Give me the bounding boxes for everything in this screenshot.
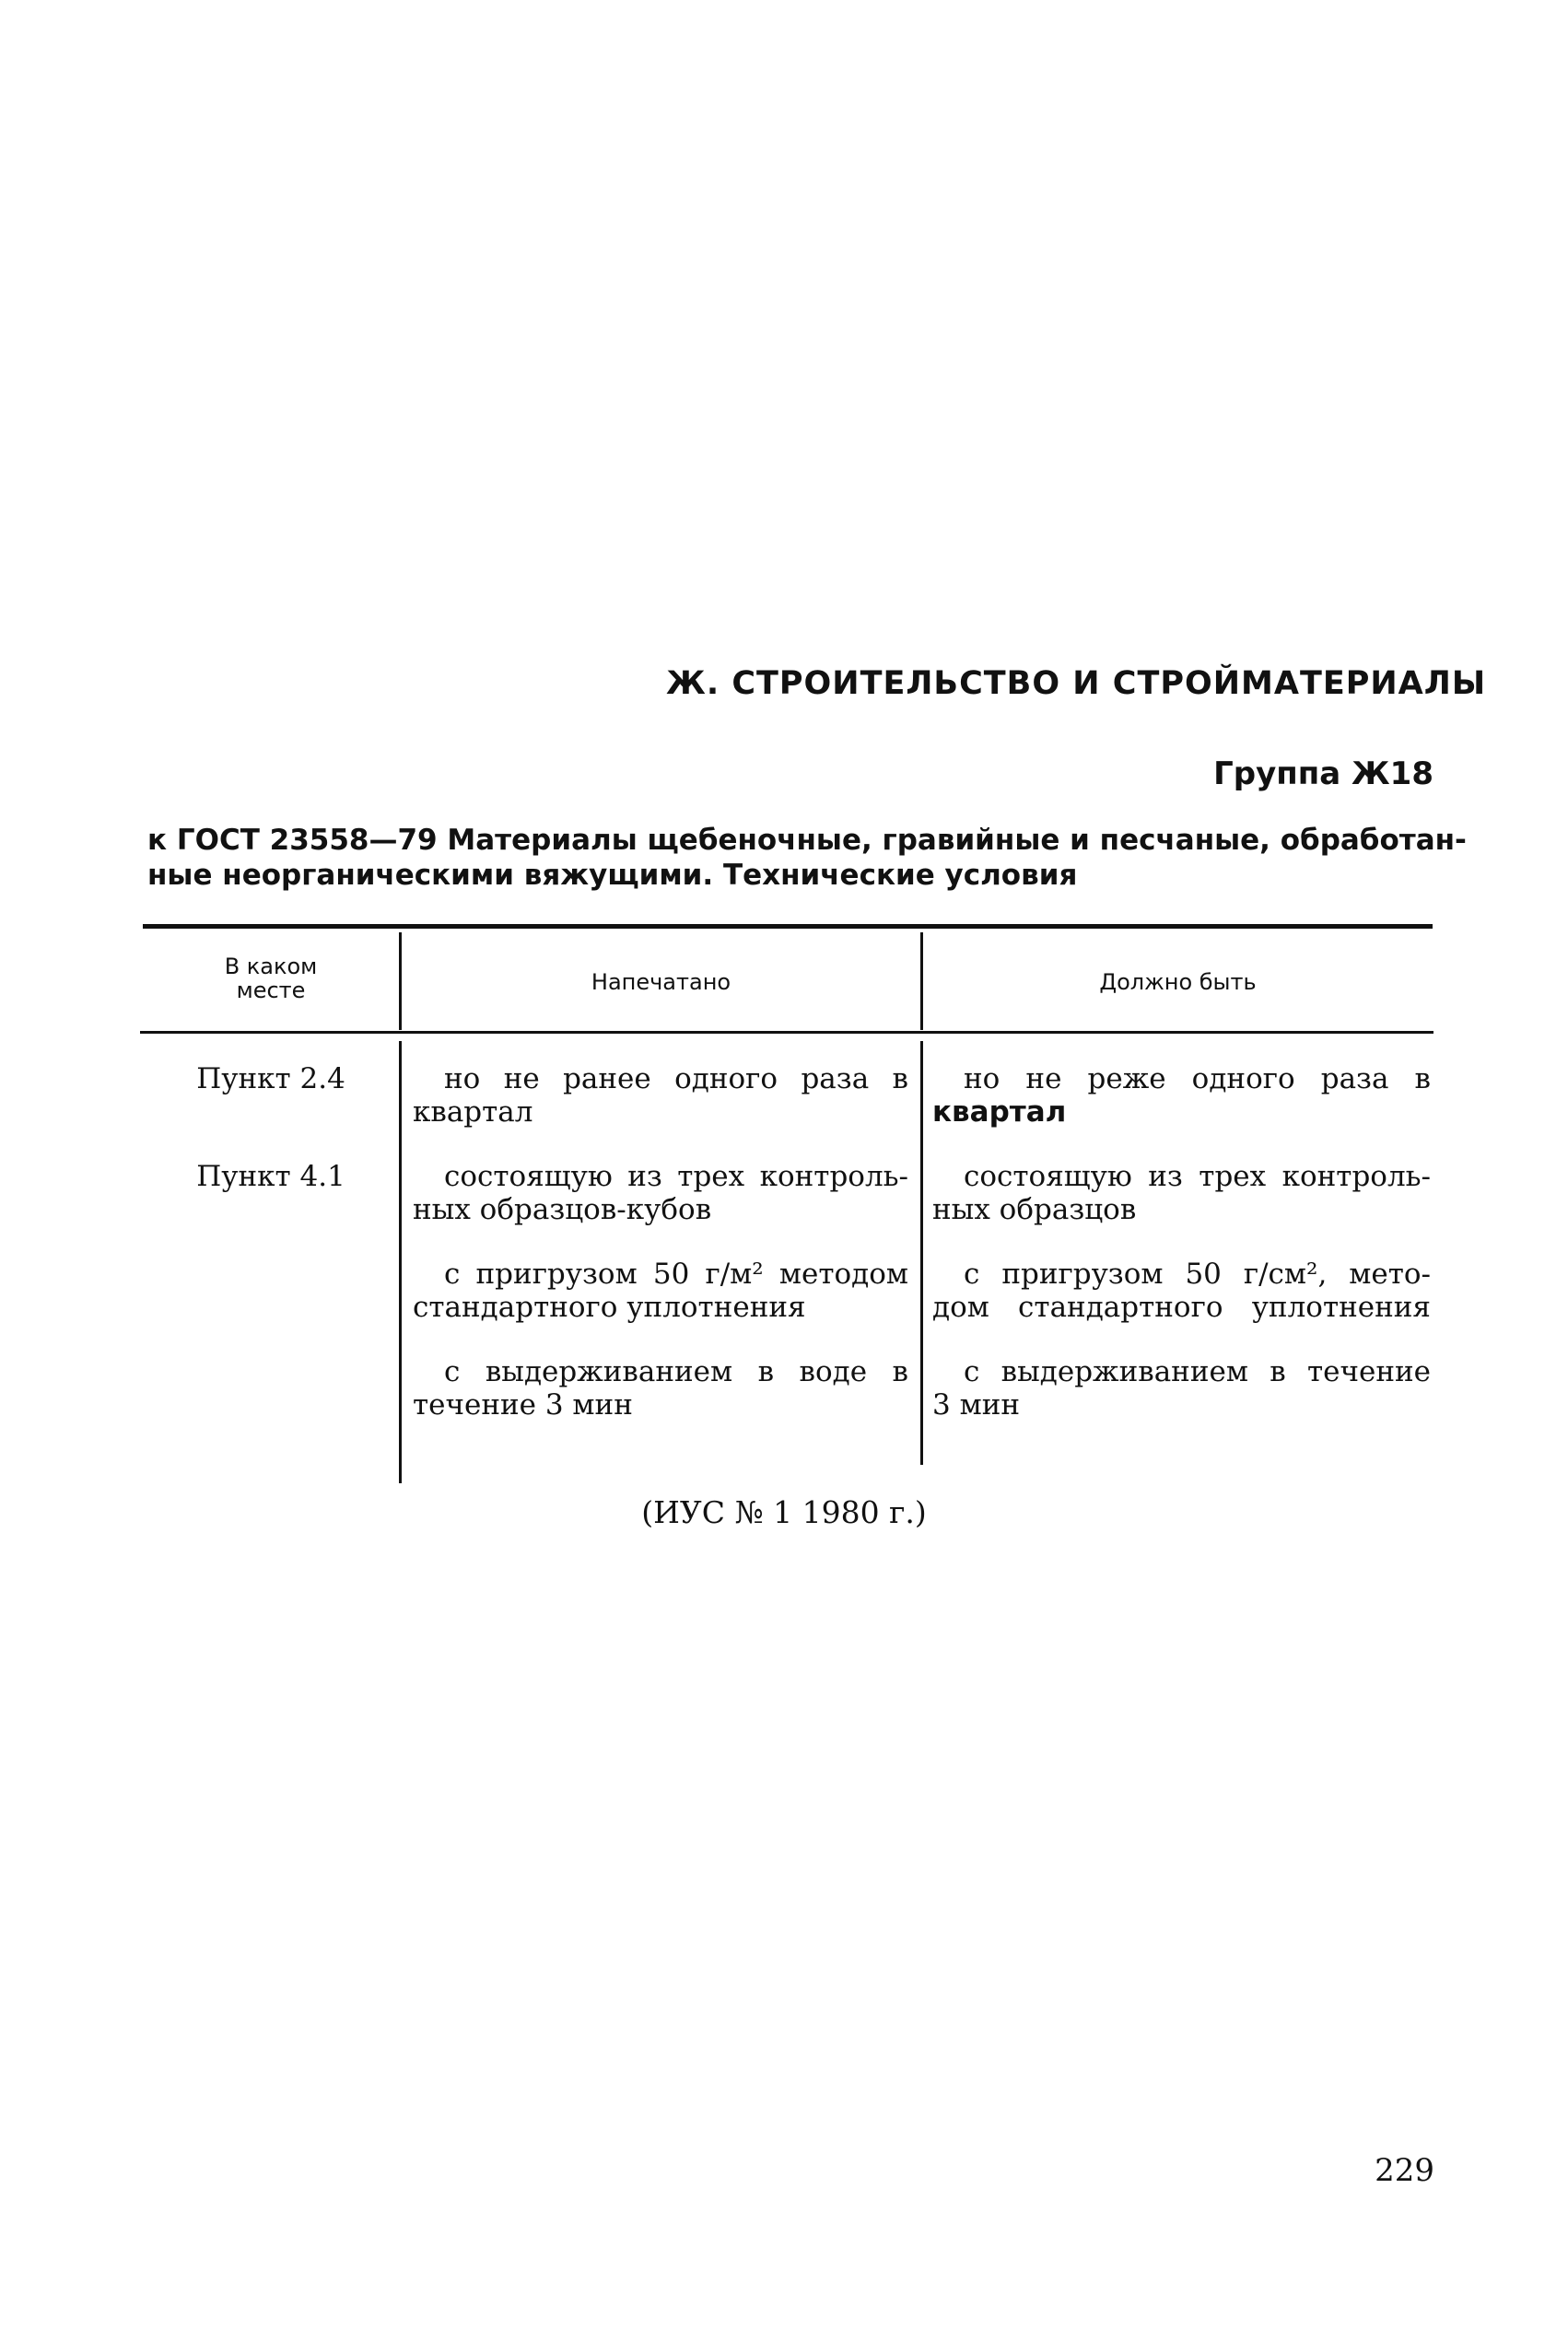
row-2-place: Пункт 4.1 xyxy=(196,1160,345,1193)
amendment-heading-line-2: ные неорганическими вяжущими. Технические условия xyxy=(147,859,1078,892)
amendment-heading xyxy=(147,823,1467,893)
row-3-printed-line-1: с пригрузом 50 г/м² методом xyxy=(444,1258,908,1291)
row-3-printed-line-2: стандартного уплотнения xyxy=(413,1291,806,1324)
column-header-place-line-2: месте xyxy=(236,977,306,1003)
column-header-printed: Напечатано xyxy=(591,969,731,995)
row-4-should-be-line-1: с выдерживанием в течение xyxy=(964,1355,1431,1388)
table-body-divider-1 xyxy=(399,1041,402,1483)
row-2-should-be-line-2: ных образцов xyxy=(932,1193,1137,1226)
column-header-should-be: Должно быть xyxy=(1099,969,1257,995)
group-label: Группа Ж18 xyxy=(1213,755,1433,792)
row-3-should-be-line-2: дом стандартного уплотнения xyxy=(932,1291,1431,1324)
table-header-rule xyxy=(140,1031,1433,1034)
row-1-should-be-line-2: квартал xyxy=(932,1095,1067,1129)
row-2-printed-line-2: ных образцов-кубов xyxy=(413,1193,712,1226)
row-2-printed-line-1: состоящую из трех контроль- xyxy=(444,1160,908,1193)
row-1-printed xyxy=(413,1062,908,1129)
row-1-should-be xyxy=(932,1062,1431,1129)
row-1-printed-line-1: но не ранее одного раза в xyxy=(444,1062,908,1095)
row-4-printed xyxy=(413,1355,908,1422)
table-top-rule xyxy=(143,924,1433,929)
page-number: 229 xyxy=(1375,2152,1434,2189)
row-1-printed-line-2: квартал xyxy=(413,1095,533,1129)
row-3-should-be-line-1: с пригрузом 50 г/см², мето- xyxy=(964,1258,1431,1291)
source-note: (ИУС № 1 1980 г.) xyxy=(641,1494,927,1530)
row-3-should-be xyxy=(932,1258,1431,1324)
row-1-place: Пункт 2.4 xyxy=(196,1062,345,1095)
row-4-printed-line-2: течение 3 мин xyxy=(413,1388,633,1422)
row-2-should-be-line-1: состоящую из трех контроль- xyxy=(964,1160,1431,1193)
row-4-printed-line-1: с выдерживанием в воде в xyxy=(444,1355,908,1388)
section-title: Ж. СТРОИТЕЛЬСТВО И СТРОЙМАТЕРИАЛЫ xyxy=(666,665,1487,702)
row-2-should-be xyxy=(932,1160,1431,1226)
column-header-place-line-1: В каком xyxy=(224,954,318,979)
amendment-heading-line-1: к ГОСТ 23558—79 Материалы щебеночные, гравийные и песчаные, обработан- xyxy=(147,824,1467,857)
row-1-should-be-line-1: но не реже одного раза в xyxy=(964,1062,1431,1095)
row-4-should-be xyxy=(932,1355,1431,1422)
table-body-divider-2 xyxy=(920,1041,923,1465)
row-4-should-be-line-2: 3 мин xyxy=(932,1388,1021,1422)
row-3-printed xyxy=(413,1258,908,1324)
row-2-printed xyxy=(413,1160,908,1226)
column-header-place xyxy=(143,954,399,1002)
